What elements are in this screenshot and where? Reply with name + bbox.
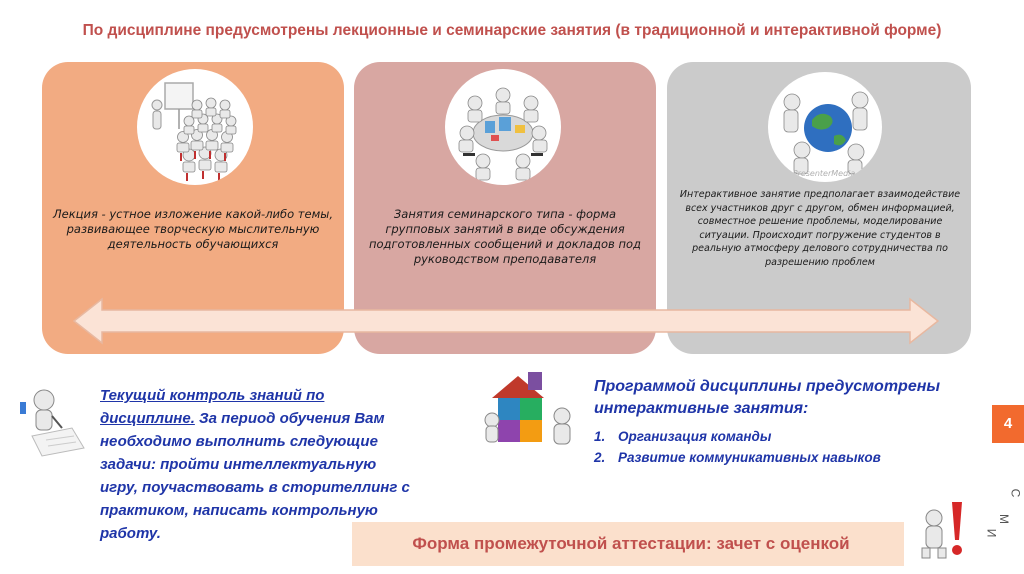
program-block	[594, 376, 984, 468]
control-heading: Текущий контроль знаний по дисциплине.	[100, 387, 325, 427]
round-table-discussion-icon	[445, 69, 561, 185]
side-letter: М	[997, 514, 1011, 524]
person-writing-icon	[14, 384, 86, 458]
seminar-description: Занятия семинарского типа - форма групповых занятий в виде обсуждения подготовленных сообщений и докладов под руководством преподавателя	[368, 207, 641, 266]
exclamation-figure-icon	[910, 498, 974, 562]
puzzle-house-icon	[484, 368, 584, 450]
globe-teamwork-icon	[768, 72, 882, 182]
current-control-text	[100, 384, 416, 545]
list-item	[594, 447, 984, 468]
lecture-description: Лекция - устное изложение какой-либо темы, развивающее творческую мыслительную деятельность обучающихся	[53, 207, 333, 251]
program-list	[594, 426, 984, 468]
list-item-text: Организация команды	[618, 429, 772, 444]
program-title: Программой дисциплины предусмотрены интерактивные занятия:	[594, 378, 941, 417]
list-item	[594, 426, 984, 447]
double-arrow-icon	[70, 296, 942, 346]
side-letter: И	[984, 528, 999, 538]
page-title: По дисциплине предусмотрены лекционные и семинарские занятия (в традиционной и интерактивной форме)	[82, 22, 942, 39]
lecture-audience-icon	[137, 69, 253, 185]
vertical-letters	[983, 472, 1023, 542]
side-letter: С	[1008, 488, 1023, 498]
attestation-banner: Форма промежуточной аттестации: зачет с оценкой	[352, 522, 904, 566]
control-body: За период обучения Вам необходимо выполнить следующие задачи: пройти интеллектуальную игру, поучаствовать в сторителлинг с практиком, написать контрольную работу.	[100, 410, 410, 542]
list-number: 2.	[594, 450, 606, 465]
page-number-badge: 4	[992, 405, 1024, 443]
list-number: 1.	[594, 429, 606, 444]
presenter-watermark: PresenterMedia	[792, 169, 856, 178]
list-item-text: Развитие коммуникативных навыков	[618, 450, 881, 465]
interactive-description: Интерактивное занятие предполагает взаимодействие всех участников друг с другом, обмен информацией, совместное решение проблемы, моделирование ситуации. Происходит погружение студентов в реальную атмосферу делового сотрудничества по разрешению проблем	[679, 189, 961, 268]
